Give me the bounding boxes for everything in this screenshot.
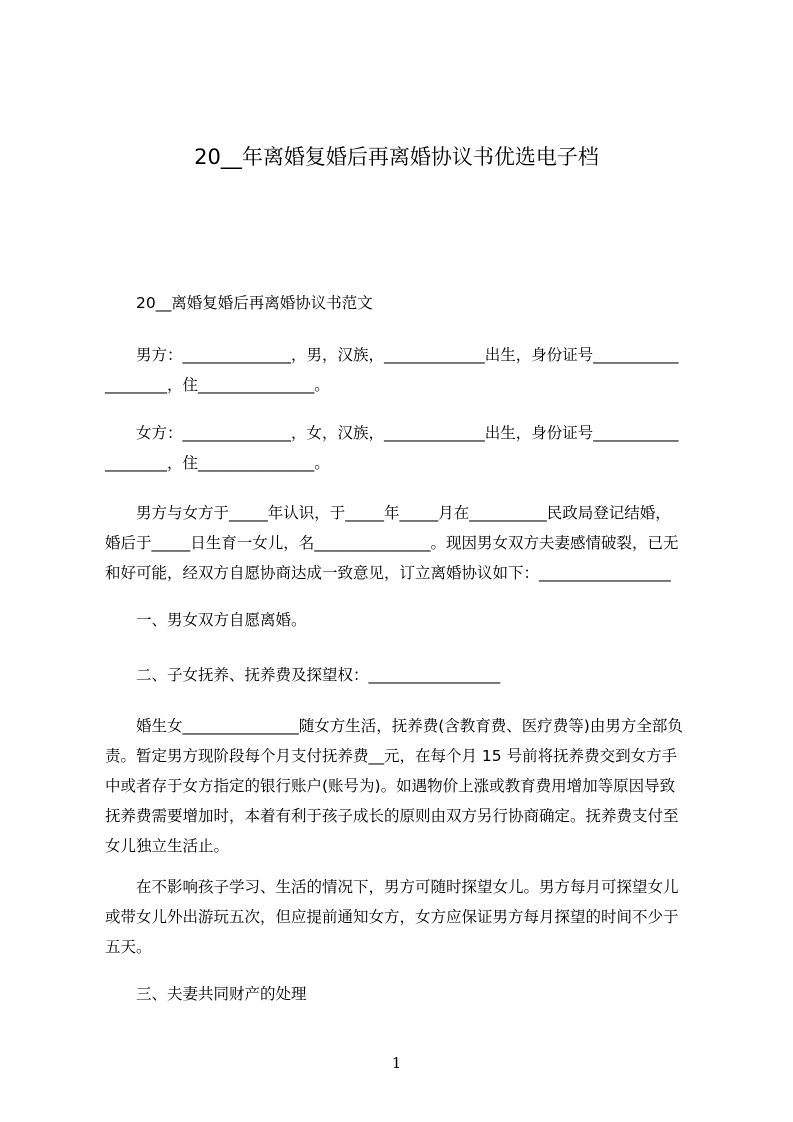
page-number: 1 [391, 1054, 402, 1072]
paragraph-section-one: 一、男女双方自愿离婚。 [105, 611, 307, 629]
subtitle-text: 20__离婚复婚后再离婚协议书范文 [136, 294, 373, 312]
document-title: 20__年离婚复婚后再离婚协议书优选电子档 [194, 145, 599, 169]
paragraph-section-two: 二、子女抚养、抚养费及探望权：_________________ [105, 666, 501, 684]
paragraph-child-support: 婚生女_______________随女方生活，抚养费(含教育费、医疗费等)由男方全部负 责。暂定男方现阶段每个月支付抚养费__元，在每个月 15 号前将抚养费交到女方手 中或者存于女方指定的银行账户(账号为)。如遇物价上涨或教育费用增加等原因导致 抚养费需要增加时，本着有利于孩子成长的原则由双方另行协商确定。抚养费支付至 女儿独立生活止。 [105, 717, 683, 855]
paragraph-male-party: 男方：______________，男，汉族，_____________出生，身份证号___________ ________，住_______________。 [105, 346, 679, 394]
paragraph-background: 男方与女方于_____年认识，于_____年_____月在__________民政局登记结婚， 婚后于_____日生育一女儿，名_______________。现因男女双方夫妻感情破裂，已无 和好可能，经双方自愿协商达成一致意见，订立离婚协议如下：_________________ [105, 504, 679, 582]
paragraph-female-party: 女方：______________，女，汉族，_____________出生，身份证号___________ ________，住_______________。 [105, 424, 679, 472]
paragraph-visitation: 在不影响孩子学习、生活的情况下，男方可随时探望女儿。男方每月可探望女儿 或带女儿外出游玩五次，但应提前通知女方，女方应保证男方每月探望的时间不少于 五天。 [105, 878, 679, 956]
paragraph-section-three: 三、夫妻共同财产的处理 [105, 985, 307, 1003]
document-subtitle [105, 288, 695, 318]
